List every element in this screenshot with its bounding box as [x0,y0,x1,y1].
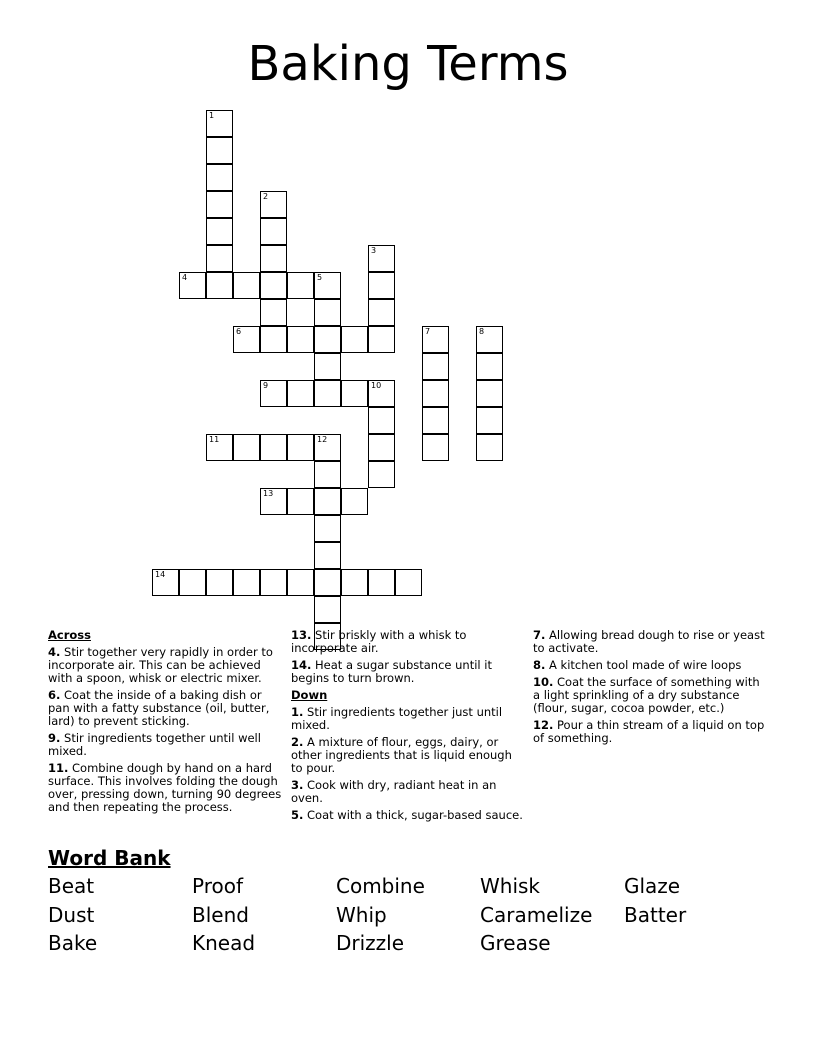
grid-cell[interactable] [233,569,260,596]
clue-number: 3 [371,246,377,255]
grid-cell[interactable] [476,407,503,434]
clue-number: 11 [209,435,220,444]
grid-cell[interactable] [368,272,395,299]
clue-down-2: 2. A mixture of flour, eggs, dairy, or other ingredients that is liquid enough to pour. [291,735,512,775]
clues-column-1 [48,629,284,818]
clue-down-12: 12. Pour a thin stream of a liquid on top of something. [533,718,765,745]
grid-cell[interactable] [476,353,503,380]
grid-cell[interactable] [287,272,314,299]
grid-cell[interactable] [476,434,503,461]
grid-cell[interactable] [422,353,449,380]
grid-cell[interactable] [260,488,287,515]
clue-down-7: 7. Allowing bread dough to rise or yeast to activate. [533,628,765,655]
word-bank-item: Knead [192,931,256,955]
word-bank-item: Bake [48,931,98,955]
clue-number: 9 [263,381,269,390]
grid-cell[interactable] [260,218,287,245]
clue-number: 6 [236,327,242,336]
grid-cell[interactable] [422,434,449,461]
grid-cell[interactable] [314,488,341,515]
grid-cell[interactable] [368,569,395,596]
word-bank-item: Beat [48,874,95,898]
grid-cell[interactable] [368,299,395,326]
grid-cell[interactable] [476,326,503,353]
grid-cell[interactable] [179,272,206,299]
grid-cell[interactable] [206,218,233,245]
down-heading: Down [291,688,328,702]
grid-cell[interactable] [314,272,341,299]
grid-cell[interactable] [314,380,341,407]
grid-cell[interactable] [341,326,368,353]
grid-cell[interactable] [260,245,287,272]
clue-number: 10 [371,381,382,390]
grid-cell[interactable] [206,272,233,299]
clue-number: 14 [155,570,166,579]
grid-cell[interactable] [368,380,395,407]
clue-down-3: 3. Cook with dry, radiant heat in an oven. [291,778,497,805]
clue-down-8: 8. A kitchen tool made of wire loops [533,658,742,672]
grid-cell[interactable] [314,353,341,380]
word-bank-title: Word Bank [48,846,171,870]
grid-cell[interactable] [314,569,341,596]
grid-cell[interactable] [368,245,395,272]
grid-cell[interactable] [422,407,449,434]
grid-cell[interactable] [260,299,287,326]
grid-cell[interactable] [341,488,368,515]
grid-cell[interactable] [422,326,449,353]
grid-cell[interactable] [341,569,368,596]
clue-across-6: 6. Coat the inside of a baking dish or pan with a fatty substance (oil, butter, lard) to prevent sticking. [48,688,270,728]
grid-cell[interactable] [422,380,449,407]
clue-across-13: 13. Stir briskly with a whisk to incorporate air. [291,628,467,655]
grid-cell[interactable] [233,326,260,353]
grid-cell[interactable] [206,164,233,191]
grid-cell[interactable] [368,407,395,434]
grid-cell[interactable] [314,299,341,326]
grid-cell[interactable] [260,569,287,596]
grid-cell[interactable] [314,542,341,569]
grid-cell[interactable] [152,569,179,596]
grid-cell[interactable] [395,569,422,596]
clue-down-1: 1. Stir ingredients together just until mixed. [291,705,503,732]
grid-cell[interactable] [341,380,368,407]
clue-number: 13 [263,489,274,498]
grid-cell[interactable] [287,326,314,353]
grid-cell[interactable] [314,515,341,542]
grid-cell[interactable] [260,272,287,299]
grid-cell[interactable] [233,272,260,299]
clue-number: 4 [182,273,188,282]
clue-down-5: 5. Coat with a thick, sugar-based sauce. [291,808,523,822]
grid-cell[interactable] [314,461,341,488]
clues-column-3 [533,629,765,749]
grid-cell[interactable] [287,380,314,407]
grid-cell[interactable] [206,569,233,596]
clue-number: 1 [209,111,215,120]
clue-number: 8 [479,327,485,336]
grid-cell[interactable] [260,326,287,353]
grid-cell[interactable] [368,326,395,353]
word-bank-item: Combine [336,874,425,898]
grid-cell[interactable] [314,326,341,353]
grid-cell[interactable] [287,488,314,515]
clue-down-10: 10. Coat the surface of something with a light sprinkling of a dry substance (flour, sugar, cocoa powder, etc.) [533,675,760,715]
grid-cell[interactable] [206,434,233,461]
clue-number: 2 [263,192,269,201]
clue-across-11: 11. Combine dough by hand on a hard surface. This involves folding the dough over, pressing down, turning 90 degrees and then repeating the process. [48,761,282,814]
word-bank-item: Grease [480,931,551,955]
clue-number: 5 [317,273,323,282]
word-bank-item: Whisk [480,874,541,898]
grid-cell[interactable] [368,434,395,461]
word-bank-item: Caramelize [480,902,593,927]
word-bank-item: Batter [624,902,687,927]
clues-column-2 [291,629,523,826]
grid-cell[interactable] [206,137,233,164]
word-bank-item: Blend [192,902,249,927]
grid-cell[interactable] [287,569,314,596]
clue-across-14: 14. Heat a sugar substance until it begins to turn brown. [291,658,492,685]
grid-cell[interactable] [260,434,287,461]
clue-number: 7 [425,327,431,336]
grid-cell[interactable] [368,461,395,488]
grid-cell[interactable] [260,380,287,407]
grid-cell[interactable] [179,569,206,596]
across-heading: Across [48,628,91,642]
grid-cell[interactable] [476,380,503,407]
grid-cell[interactable] [206,191,233,218]
clue-across-4: 4. Stir together very rapidly in order to incorporate air. This can be achieved with a spoon, whisk or electric mixer. [48,645,273,685]
grid-cell[interactable] [314,434,341,461]
word-bank-item: Proof [192,874,244,898]
grid-cell[interactable] [206,245,233,272]
grid-cell[interactable] [314,596,341,623]
grid-cell[interactable] [206,110,233,137]
page-title: Baking Terms [247,36,569,92]
word-bank-item: Whip [336,902,387,927]
clue-across-9: 9. Stir ingredients together until well mixed. [48,731,261,758]
word-bank-item: Drizzle [336,931,405,955]
grid-cell[interactable] [233,434,260,461]
grid-cell[interactable] [287,434,314,461]
clue-number: 12 [317,435,328,444]
grid-cell[interactable] [260,191,287,218]
word-bank-item: Glaze [624,874,681,898]
word-bank-item: Dust [48,902,95,927]
